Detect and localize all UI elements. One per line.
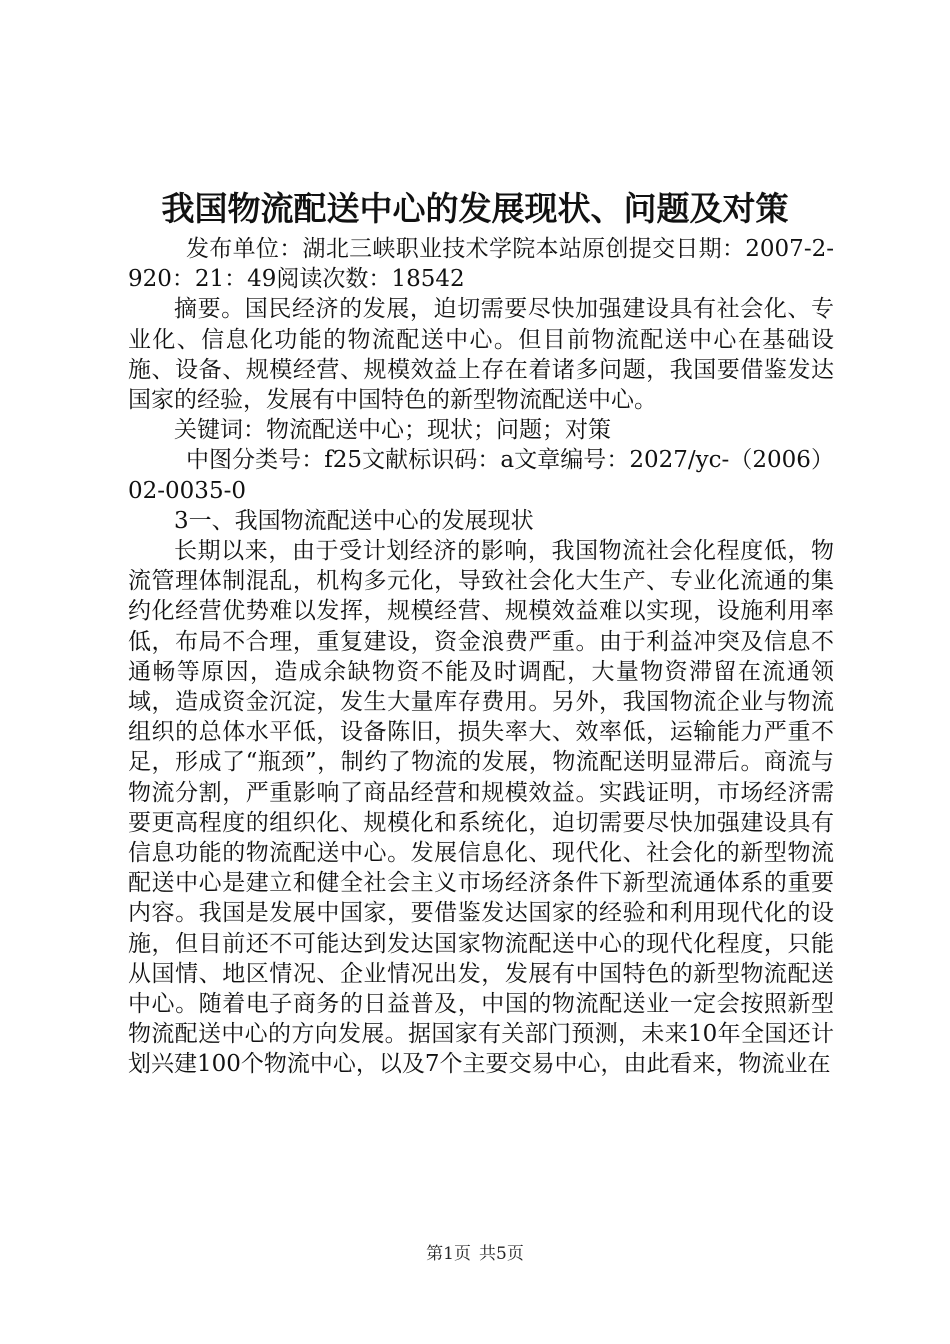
body-paragraph: 长期以来，由于受计划经济的影响，我国物流社会化程度低，物流管理体制混乱，机构多元化，导致社会化大生产、专业化流通的集约化经营优势难以发挥，规模经营、规模效益难以实现，设施利用率低，布局不合理，重复建设，资金浪费严重。由于利益冲突及信息不通畅等原因，造成余缺物资不能及时调配，大量物资滞留在流通领域，造成资金沉淀，发生大量库存费用。另外，我国物流企业与物流组织的总体水平低，设备陈旧，损失率大、效率低，运输能力严重不足，形成了“瓶颈”，制约了物流的发展，物流配送明显滞后。商流与物流分割，严重影响了商品经营和规模效益。实践证明，市场经济需要更高程度的组织化、规模化和系统化，迫切需要尽快加强建设具有信息功能的物流配送中心。发展信息化、现代化、社会化的新型物流配送中心是建立和健全社会主义市场经济条件下新型流通体系的重要内容。我国是发展中国家，要借鉴发达国家的经验和利用现代化的设施，但目前还不可能达到发达国家物流配送中心的现代化程度，只能从国情、地区情况、企业情况出发，发展有中国特色的新型物流配送中心。随着电子商务的日益普及，中国的物流配送业一定会按照新型物流配送中心的方向发展。据国家有关部门预测，未来10年全国还计划兴建100个物流中心，以及7个主要交易中心，由此看来，物流业在 [128,538,834,1078]
classification-line: 中图分类号：f25文献标识码：a文章编号：2027/yc-（2006）02-0035-0 [128,447,834,504]
section-heading: 3一、我国物流配送中心的发展现状 [174,507,534,534]
abstract-paragraph: 摘要。国民经济的发展，迫切需要尽快加强建设具有社会化、专业化、信息化功能的物流配送中心。但目前物流配送中心在基础设施、设备、规模经营、规模效益上存在着诸多问题，我国要借鉴发达国家的经验，发展有中国特色的新型物流配送中心。 [128,296,834,414]
page-total: 共5页 [479,1244,524,1264]
document-title: 我国物流配送中心的发展现状、问题及对策 [161,189,789,228]
page-footer [0,1242,950,1266]
document-body [128,234,834,1080]
page-number: 第1页 [426,1244,471,1264]
publication-meta: 发布单位：湖北三峡职业技术学院本站原创提交日期：2007-2-920：21：49阅读次数：18542 [128,236,834,293]
keywords-line: 关键词：物流配送中心；现状；问题；对策 [174,417,611,444]
